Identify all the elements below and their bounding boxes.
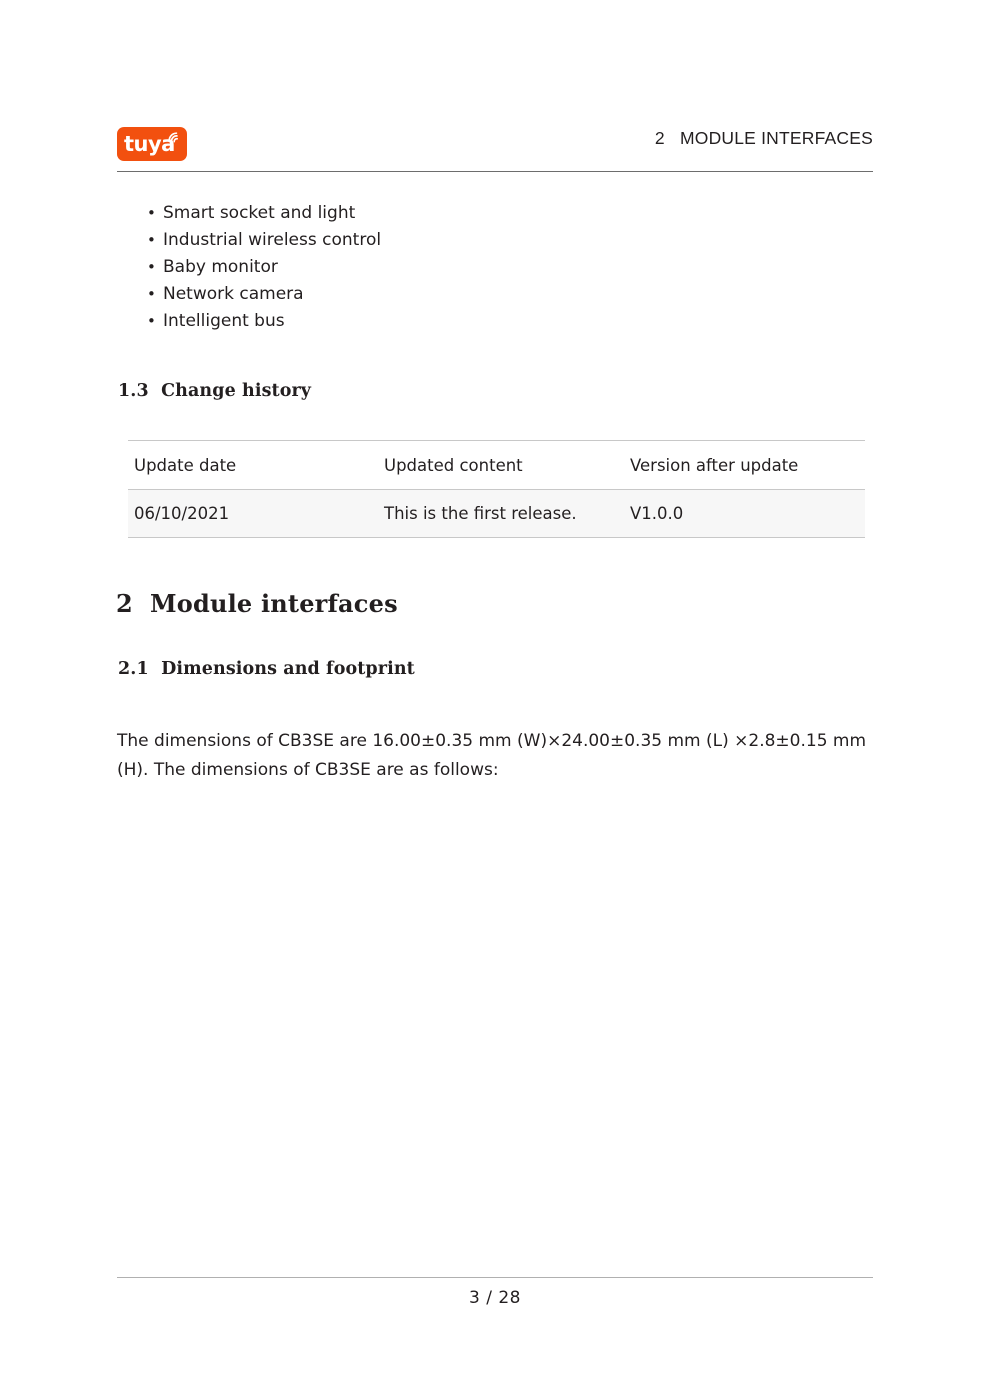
cell-update-date: 06/10/2021 [128,490,378,538]
page-number: 3 / 28 [469,1288,521,1308]
cell-version-after-update: V1.0.0 [624,490,865,538]
heading-module-interfaces: 2 Module interfaces [116,589,398,618]
tuya-logo-wordmark: tuya [124,132,175,156]
list-item: • Baby monitor [147,254,847,281]
cell-updated-content: This is the first release. [378,490,624,538]
application-list [147,200,847,335]
page-header [117,120,873,175]
heading-dimensions-and-footprint: 2.1 Dimensions and footprint [118,659,415,679]
column-header-version-after-update: Version after update [624,441,865,490]
table-header-row [128,441,865,490]
column-header-updated-content: Updated content [378,441,624,490]
column-header-update-date: Update date [128,441,378,490]
footer-divider [117,1277,873,1278]
list-item: • Network camera [147,281,847,308]
tuya-logo [117,127,187,161]
list-item: • Intelligent bus [147,308,847,335]
dimensions-paragraph: The dimensions of CB3SE are 16.00±0.35 mm (W)×24.00±0.35 mm (L) ×2.8±0.15 mm (H). The dimensions of CB3SE are as follows: [117,731,867,780]
table-row [128,490,865,538]
wifi-signal-icon [166,130,180,144]
running-header-title: 2 MODULE INTERFACES [654,128,873,148]
list-item: • Industrial wireless control [147,227,847,254]
header-divider [117,171,873,172]
heading-change-history: 1.3 Change history [118,381,312,401]
list-item: • Smart socket and light [147,200,847,227]
change-history-table [128,440,865,538]
